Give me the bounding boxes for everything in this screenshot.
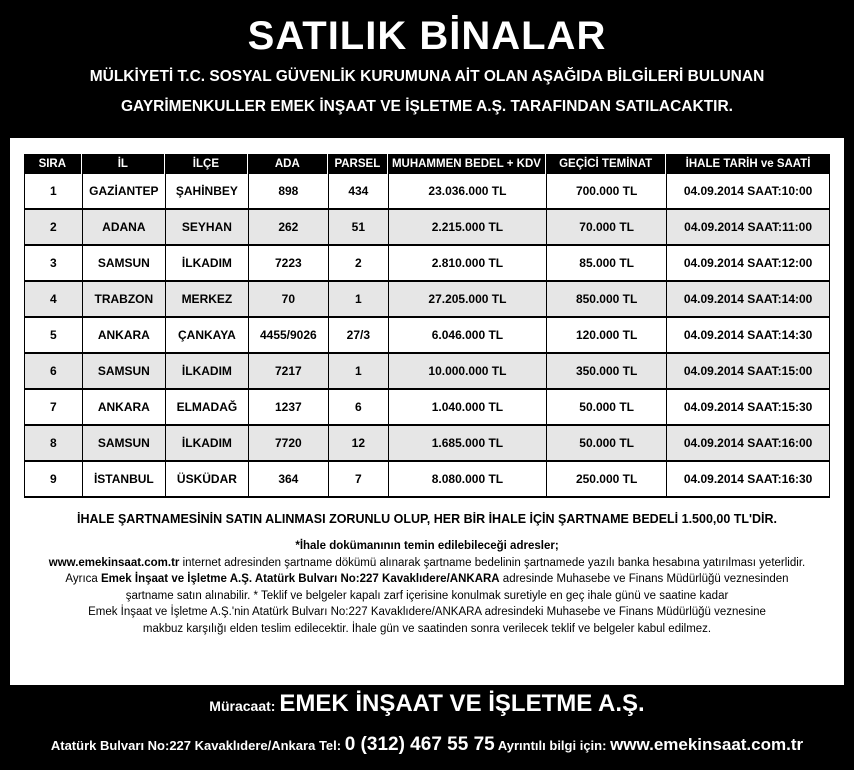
table-row <box>24 426 830 462</box>
cell-bedel: 2.215.000 TL <box>388 210 546 246</box>
col-header-sira: SIRA <box>24 154 82 174</box>
table-header-row <box>24 154 830 174</box>
cell-ada: 898 <box>248 174 328 210</box>
cell-ada: 7223 <box>248 246 328 282</box>
cell-ilce: MERKEZ <box>165 282 248 318</box>
cell-teminat: 700.000 TL <box>546 174 666 210</box>
specification-notice: İHALE ŞARTNAMESİNİN SATIN ALINMASI ZORUNLU OLUP, HER BİR İHALE İÇİN ŞARTNAME BEDELİ 1.500,00 TL'DİR. <box>76 512 777 526</box>
col-header-il: İL <box>82 154 165 174</box>
cell-ada: 4455/9026 <box>248 318 328 354</box>
contact-line <box>0 690 854 718</box>
cell-bedel: 8.080.000 TL <box>388 462 546 498</box>
cell-parsel: 1 <box>328 282 388 318</box>
cell-bedel: 2.810.000 TL <box>388 246 546 282</box>
docs-line-3: şartname satın alınabilir. * Teklif ve belgeler kapalı zarf içerisine konulmak suretiyle en geç ihale günü ve saatine kadar <box>125 589 729 602</box>
table-row <box>24 390 830 426</box>
page-title: SATILIK BİNALAR <box>247 14 607 58</box>
cell-teminat: 85.000 TL <box>546 246 666 282</box>
cell-ihale: 04.09.2014 SAAT:11:00 <box>666 210 830 246</box>
info-label: Ayrıntılı bilgi için: <box>497 738 611 753</box>
col-header-parsel: PARSEL <box>328 154 388 174</box>
cell-ada: 70 <box>248 282 328 318</box>
col-header-ilce: İLÇE <box>165 154 248 174</box>
table-row <box>24 174 830 210</box>
cell-sira: 3 <box>24 246 82 282</box>
property-table <box>24 154 830 498</box>
cell-ilce: ŞAHİNBEY <box>165 174 248 210</box>
docs-line-1-text: internet adresinden şartname dökümü alınarak şartname bedelinin şartnamede yazılı banka hesabına yatırılması yeterlidir. <box>179 556 806 569</box>
cell-ihale: 04.09.2014 SAAT:12:00 <box>666 246 830 282</box>
cell-parsel: 1 <box>328 354 388 390</box>
cell-bedel: 27.205.000 TL <box>388 282 546 318</box>
docs-line-1 <box>24 555 830 572</box>
cell-ilce: İLKADIM <box>165 246 248 282</box>
col-header-ihale: İHALE TARİH ve SAATİ <box>666 154 830 174</box>
cell-sira: 1 <box>24 174 82 210</box>
cell-parsel: 12 <box>328 426 388 462</box>
table-row <box>24 282 830 318</box>
col-header-teminat: GEÇİCİ TEMİNAT <box>546 154 666 174</box>
cell-il: SAMSUN <box>82 426 165 462</box>
cell-il: SAMSUN <box>82 246 165 282</box>
cell-il: SAMSUN <box>82 354 165 390</box>
cell-ihale: 04.09.2014 SAAT:15:00 <box>666 354 830 390</box>
cell-ada: 364 <box>248 462 328 498</box>
cell-il: TRABZON <box>82 282 165 318</box>
docs-heading: *İhale dokümanının temin edilebileceği adresler; <box>295 540 559 552</box>
cell-ihale: 04.09.2014 SAAT:10:00 <box>666 174 830 210</box>
phone-number[interactable]: 0 (312) 467 55 75 <box>344 734 495 755</box>
docs-line-2-prefix: Ayrıca <box>65 573 101 586</box>
cell-parsel: 6 <box>328 390 388 426</box>
docs-line-4: Emek İnşaat ve İşletme A.Ş.'nin Atatürk Bulvarı No:227 Kavaklıdere/ANKARA adresindeki Muhasebe ve Finans Müdürlüğü veznesine <box>88 606 766 619</box>
cell-il: GAZİANTEP <box>82 174 165 210</box>
cell-ilce: ELMADAĞ <box>165 390 248 426</box>
subtitle-line-2: GAYRİMENKULLER EMEK İNŞAAT VE İŞLETME A.Ş. TARAFINDAN SATILACAKTIR. <box>121 98 733 115</box>
cell-ilce: SEYHAN <box>165 210 248 246</box>
cell-parsel: 51 <box>328 210 388 246</box>
cell-parsel: 2 <box>328 246 388 282</box>
document-info <box>24 538 830 638</box>
cell-teminat: 850.000 TL <box>546 282 666 318</box>
cell-bedel: 10.000.000 TL <box>388 354 546 390</box>
cell-ilce: İLKADIM <box>165 354 248 390</box>
cell-ilce: İLKADIM <box>165 426 248 462</box>
table-row <box>24 462 830 498</box>
cell-ada: 1237 <box>248 390 328 426</box>
content-panel <box>10 138 844 685</box>
cell-teminat: 50.000 TL <box>546 426 666 462</box>
docs-line-2-text: adresinde Muhasebe ve Finans Müdürlüğü veznesinden <box>499 573 789 586</box>
cell-ihale: 04.09.2014 SAAT:14:00 <box>666 282 830 318</box>
contact-label: Müracaat: <box>209 698 280 714</box>
table-body <box>24 174 830 498</box>
website-link[interactable]: www.emekinsaat.com.tr <box>48 556 180 569</box>
cell-bedel: 6.046.000 TL <box>388 318 546 354</box>
footer-website-link[interactable]: www.emekinsaat.com.tr <box>610 735 804 754</box>
cell-ihale: 04.09.2014 SAAT:16:00 <box>666 426 830 462</box>
table-row <box>24 210 830 246</box>
cell-ilce: ÜSKÜDAR <box>165 462 248 498</box>
col-header-bedel: MUHAMMEN BEDEL + KDV <box>388 154 546 174</box>
cell-bedel: 1.040.000 TL <box>388 390 546 426</box>
table-row <box>24 318 830 354</box>
cell-bedel: 1.685.000 TL <box>388 426 546 462</box>
table-row <box>24 354 830 390</box>
cell-sira: 8 <box>24 426 82 462</box>
docs-line-5: makbuz karşılığı elden teslim edilecektir. İhale gün ve saatinden sonra verilecek teklif ve belgeler kabul edilmez. <box>142 622 712 635</box>
cell-teminat: 250.000 TL <box>546 462 666 498</box>
cell-teminat: 120.000 TL <box>546 318 666 354</box>
cell-teminat: 70.000 TL <box>546 210 666 246</box>
cell-il: ADANA <box>82 210 165 246</box>
table-row <box>24 246 830 282</box>
cell-il: ANKARA <box>82 390 165 426</box>
docs-line-2 <box>24 571 830 588</box>
cell-ihale: 04.09.2014 SAAT:14:30 <box>666 318 830 354</box>
cell-ihale: 04.09.2014 SAAT:15:30 <box>666 390 830 426</box>
subtitle-line-1: MÜLKİYETİ T.C. SOSYAL GÜVENLİK KURUMUNA AİT OLAN AŞAĞIDA BİLGİLERİ BULUNAN <box>89 68 765 85</box>
cell-teminat: 350.000 TL <box>546 354 666 390</box>
cell-parsel: 27/3 <box>328 318 388 354</box>
cell-sira: 6 <box>24 354 82 390</box>
cell-il: İSTANBUL <box>82 462 165 498</box>
docs-address-bold: Emek İnşaat ve İşletme A.Ş. Atatürk Bulvarı No:227 Kavaklıdere/ANKARA <box>101 573 500 586</box>
cell-ada: 7217 <box>248 354 328 390</box>
cell-sira: 2 <box>24 210 82 246</box>
cell-sira: 5 <box>24 318 82 354</box>
cell-bedel: 23.036.000 TL <box>388 174 546 210</box>
cell-parsel: 7 <box>328 462 388 498</box>
cell-sira: 7 <box>24 390 82 426</box>
cell-teminat: 50.000 TL <box>546 390 666 426</box>
tel-label: Tel: <box>318 738 345 753</box>
cell-sira: 4 <box>24 282 82 318</box>
cell-ilce: ÇANKAYA <box>165 318 248 354</box>
col-header-ada: ADA <box>248 154 328 174</box>
cell-parsel: 434 <box>328 174 388 210</box>
cell-ihale: 04.09.2014 SAAT:16:30 <box>666 462 830 498</box>
footer-info <box>0 734 854 756</box>
cell-sira: 9 <box>24 462 82 498</box>
company-name: EMEK İNŞAAT VE İŞLETME A.Ş. <box>279 690 645 717</box>
footer-address: Atatürk Bulvarı No:227 Kavaklıdere/Ankara <box>50 738 316 753</box>
cell-ada: 262 <box>248 210 328 246</box>
cell-ada: 7720 <box>248 426 328 462</box>
cell-il: ANKARA <box>82 318 165 354</box>
